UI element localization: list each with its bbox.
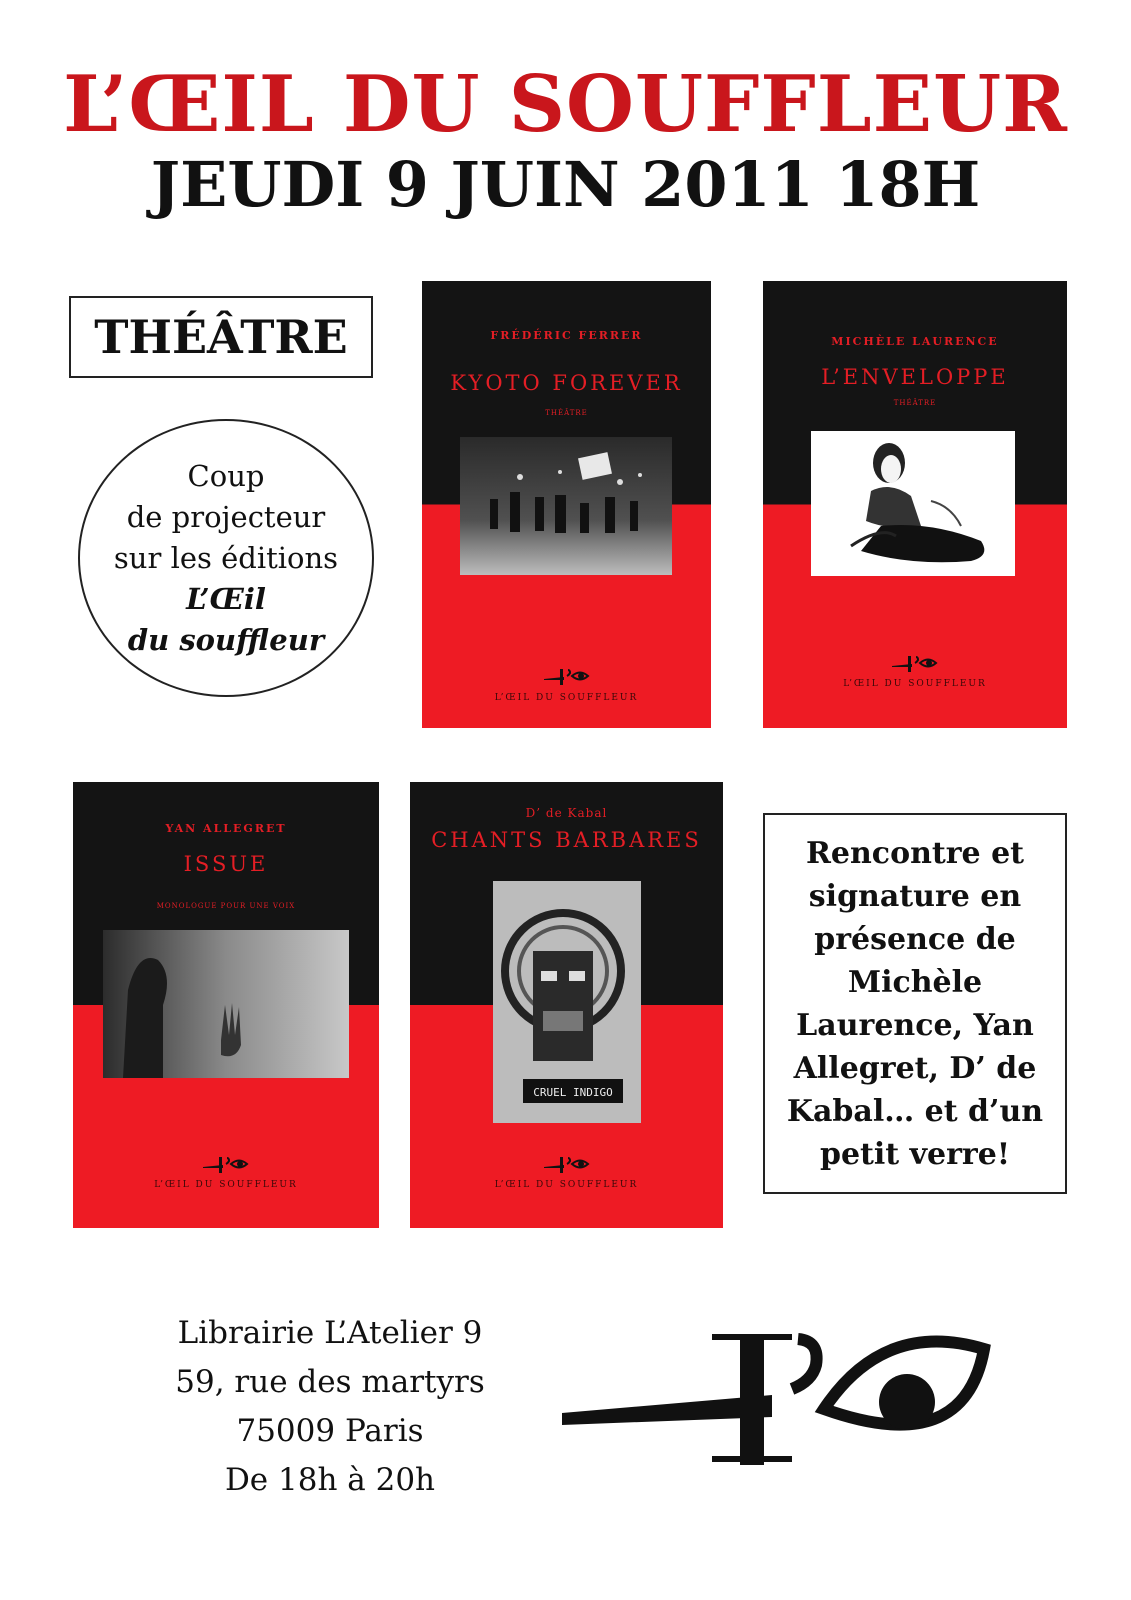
spotlight-circle (78, 419, 374, 697)
book-genre: THÉÂTRE (545, 409, 588, 417)
book-title: CHANTS BARBARES (431, 828, 702, 852)
book-genre: MONOLOGUE POUR UNE VOIX (156, 902, 296, 910)
event-info-text: Rencontre et signature en présence de Michèle Laurence, Yan Allegret, D’ de Kabal… et d’un petit verre! (786, 835, 1044, 1172)
genre-label-box (69, 296, 373, 378)
book-title: KYOTO FOREVER (450, 371, 683, 395)
book-publisher: L’ŒIL DU SOUFFLEUR (494, 693, 639, 703)
poster-title: L’ŒIL DU SOUFFLEUR (63, 59, 1068, 150)
book-cover-issue (73, 782, 379, 1228)
venue-hours: De 18h à 20h (224, 1462, 436, 1498)
book-title: L’ENVELOPPE (821, 365, 1009, 389)
venue-city: 75009 Paris (236, 1413, 424, 1449)
book-title: ISSUE (183, 852, 269, 876)
publisher-logo-icon (201, 1154, 251, 1174)
artwork-text: CRUEL INDIGO (533, 1086, 613, 1099)
spotlight-line-5: du souffleur (127, 622, 325, 657)
venue-name: Librairie L’Atelier 9 (177, 1315, 483, 1351)
spotlight-line-3: sur les éditions (113, 540, 339, 575)
spotlight-line-1: Coup (187, 458, 265, 493)
publisher-logo-icon (542, 666, 592, 686)
dance-photo (460, 437, 672, 575)
mask-artwork (493, 881, 641, 1123)
event-info-box (763, 813, 1067, 1194)
book-author: YAN ALLEGRET (165, 822, 287, 835)
book-cover-lenveloppe (763, 281, 1067, 728)
book-genre: THÉÂTRE (893, 399, 937, 407)
publisher-logo-icon (562, 1327, 992, 1467)
publisher-logo-icon (890, 653, 940, 673)
book-publisher: L’ŒIL DU SOUFFLEUR (843, 679, 987, 689)
sketch-illustration (811, 431, 1015, 576)
genre-label: THÉÂTRE (94, 310, 348, 364)
silhouette-photo (103, 930, 349, 1078)
event-date: JEUDI 9 JUIN 2011 18H (150, 148, 981, 221)
spotlight-line-4: L’Œil (186, 581, 266, 616)
publisher-logo-icon (542, 1154, 592, 1174)
book-cover-chants-barbares (410, 782, 723, 1228)
book-author: MICHÈLE LAURENCE (831, 335, 999, 348)
book-author: FRÉDÉRIC FERRER (490, 329, 643, 342)
spotlight-line-2: de projecteur (126, 499, 326, 534)
venue-street: 59, rue des martyrs (175, 1364, 485, 1400)
book-publisher: L’ŒIL DU SOUFFLEUR (494, 1180, 639, 1190)
book-publisher: L’ŒIL DU SOUFFLEUR (154, 1180, 298, 1190)
book-cover-kyoto-forever (422, 281, 711, 728)
book-author: D’ de Kabal (525, 806, 608, 820)
